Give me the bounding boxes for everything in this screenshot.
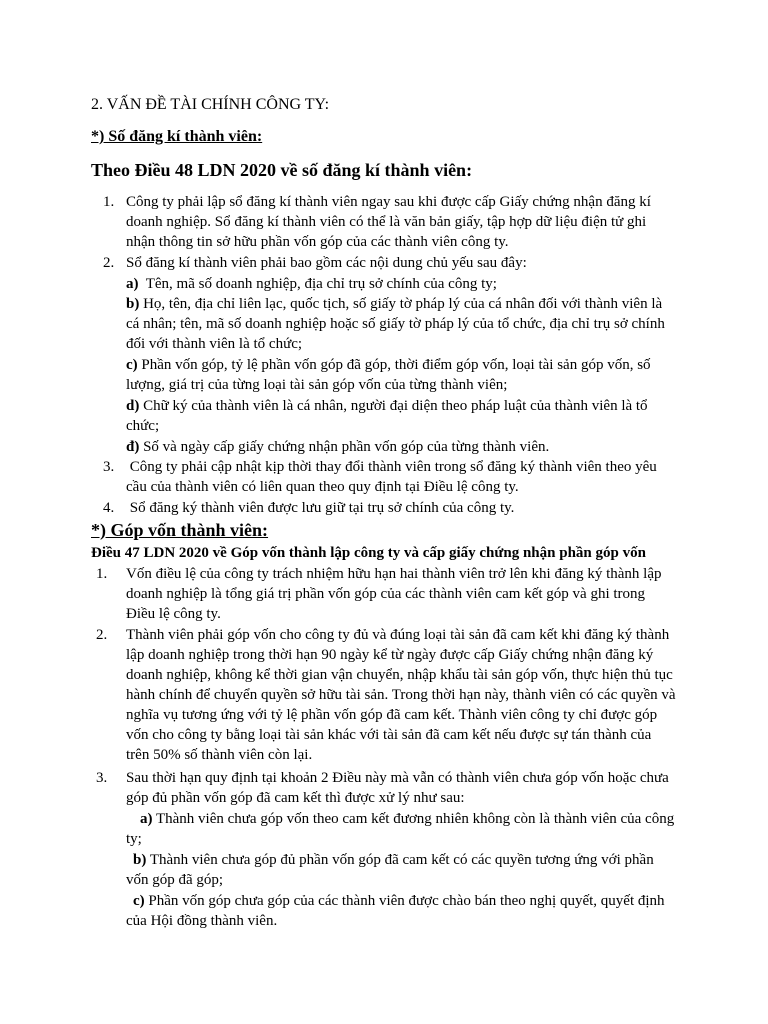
s1-item-4-line-1: Sổ đăng ký thành viên được lưu giữ tại trụ sở chính của công ty. <box>126 500 515 516</box>
s1-item-2-sub-b-line-2: cá nhân; tên, mã số doanh nghiệp hoặc số giấy tờ pháp lý của tổ chức, địa chỉ trụ sở chính <box>126 316 665 332</box>
s1-item-4-number: 4. <box>103 500 115 516</box>
s2-item-2-line-6: vốn cho công ty bằng loại tài sản khác với tài sản đã cam kết nếu được sự tán thành của <box>126 727 652 743</box>
sub-text: Tên, mã số doanh nghiệp, địa chỉ trụ sở chính của công ty; <box>138 276 497 292</box>
s1-subheading: Theo Điều 48 LDN 2020 về số đăng kí thành viên: <box>91 160 473 180</box>
s2-item-2-line-7: trên 50% số thành viên còn lại. <box>126 747 313 763</box>
s2-item-2-line-4: hành chính để chuyển quyền sở hữu tài sản. Trong thời hạn này, thành viên có các quyền và <box>126 687 676 703</box>
s1-item-2-line-1: Sổ đăng kí thành viên phải bao gồm các nội dung chủ yếu sau đây: <box>126 255 527 271</box>
s2-item-3-line-2: góp đủ phần vốn góp đã cam kết thì được xử lý như sau: <box>126 790 465 806</box>
s1-item-2-sub-b <box>126 294 662 314</box>
section-title: 2. VẤN ĐỀ TÀI CHÍNH CÔNG TY: <box>91 96 330 113</box>
s1-item-2-sub-b-line-3: đối với thành viên là tổ chức; <box>126 336 303 352</box>
s2-item-3-sub-b <box>133 850 654 870</box>
s1-item-3-line-1: Công ty phải cập nhật kịp thời thay đổi thành viên trong sổ đăng ký thành viên theo yêu <box>126 459 657 475</box>
s2-item-1-line-2: doanh nghiệp là tổng giá trị phần vốn góp của các thành viên cam kết góp và ghi trong <box>126 586 646 602</box>
sub-label: a) <box>126 276 139 292</box>
sub-label: c) <box>126 357 138 373</box>
s1-item-3-line-2: cầu của thành viên có liên quan theo quy định tại Điều lệ công ty. <box>126 479 519 495</box>
sub-text: Thành viên chưa góp vốn theo cam kết đương nhiên không còn là thành viên của công <box>152 811 675 827</box>
sub-label: c) <box>133 893 145 909</box>
s2-item-2-line-5: nghĩa vụ tương ứng với tỷ lệ phần vốn góp đã cam kết. Thành viên công ty chỉ được góp <box>126 707 658 723</box>
s1-item-1-number: 1. <box>103 194 115 210</box>
s2-item-3-line-1: Sau thời hạn quy định tại khoản 2 Điều này mà vẫn có thành viên chưa góp vốn hoặc chưa <box>126 770 669 786</box>
sub-label: a) <box>140 811 153 827</box>
s2-subheading: Điều 47 LDN 2020 về Góp vốn thành lập công ty và cấp giấy chứng nhận phần góp vốn <box>91 545 646 561</box>
s1-heading: *) Số đăng kí thành viên: <box>91 128 263 145</box>
sub-label: b) <box>133 852 147 868</box>
s1-item-3-number: 3. <box>103 459 115 475</box>
sub-text: Phần vốn góp, tỷ lệ phần vốn góp đã góp, thời điểm góp vốn, loại tài sản góp vốn, số <box>137 357 651 373</box>
sub-label: b) <box>126 296 140 312</box>
s2-heading: *) Góp vốn thành viên: <box>91 520 269 540</box>
s1-item-2-sub-c <box>126 355 651 375</box>
sub-text: Thành viên chưa góp đủ phần vốn góp đã cam kết có các quyền tương ứng với phần <box>146 852 654 868</box>
s2-item-1-number: 1. <box>96 566 108 582</box>
sub-text: Phần vốn góp chưa góp của các thành viên được chào bán theo nghị quyết, quyết định <box>144 893 665 909</box>
sub-label: đ) <box>126 439 140 455</box>
s1-item-2-sub-dd <box>126 437 549 457</box>
s1-item-2-sub-a <box>126 274 497 294</box>
sub-text: Số và ngày cấp giấy chứng nhận phần vốn góp của từng thành viên. <box>139 439 550 455</box>
sub-text: Chữ ký của thành viên là cá nhân, người đại diện theo pháp luật của thành viên là tổ <box>139 398 648 414</box>
s2-item-1-line-1: Vốn điều lệ của công ty trách nhiệm hữu hạn hai thành viên trở lên khi đăng ký thành lập <box>126 566 662 582</box>
sub-label: d) <box>126 398 140 414</box>
s2-item-2-number: 2. <box>96 627 108 643</box>
s1-item-1-line-1: Công ty phải lập sổ đăng kí thành viên ngay sau khi được cấp Giấy chứng nhận đăng kí <box>126 194 651 210</box>
s1-item-2-sub-d-line-2: chức; <box>126 418 160 434</box>
sub-text: Họ, tên, địa chỉ liên lạc, quốc tịch, số giấy tờ pháp lý của cá nhân đối với thành viên là <box>139 296 663 312</box>
s1-item-2-sub-c-line-2: lượng, giá trị của từng loại tài sản góp vốn của từng thành viên; <box>126 377 508 393</box>
s2-item-3-sub-a-line-2: ty; <box>126 831 142 847</box>
s2-item-2-line-1: Thành viên phải góp vốn cho công ty đủ và đúng loại tài sản đã cam kết khi đăng ký thành <box>126 627 670 643</box>
s2-item-2-line-2: lập doanh nghiệp trong thời hạn 90 ngày kể từ ngày được cấp Giấy chứng nhận đăng ký <box>126 647 654 663</box>
s1-item-2-sub-d <box>126 396 648 416</box>
s2-item-1-line-3: Điều lệ công ty. <box>126 606 221 622</box>
s1-item-1-line-2: doanh nghiệp. Sổ đăng kí thành viên có thể là văn bản giấy, tập hợp dữ liệu điện tử ghi <box>126 214 647 230</box>
s1-item-2-number: 2. <box>103 255 115 271</box>
s2-item-3-number: 3. <box>96 770 108 786</box>
s2-item-3-sub-c-line-2: của Hội đồng thành viên. <box>126 913 278 929</box>
s2-item-3-sub-b-line-2: vốn góp đã góp; <box>126 872 224 888</box>
s2-item-3-sub-a <box>140 809 674 829</box>
s2-item-2-line-3: doanh nghiệp, không kể thời gian vận chuyển, nhập khẩu tài sản góp vốn, thực hiện thủ tục <box>126 667 673 683</box>
s2-item-3-sub-c <box>133 891 665 911</box>
s1-item-1-line-3: nhận thông tin sở hữu phần vốn góp của các thành viên công ty. <box>126 234 509 250</box>
